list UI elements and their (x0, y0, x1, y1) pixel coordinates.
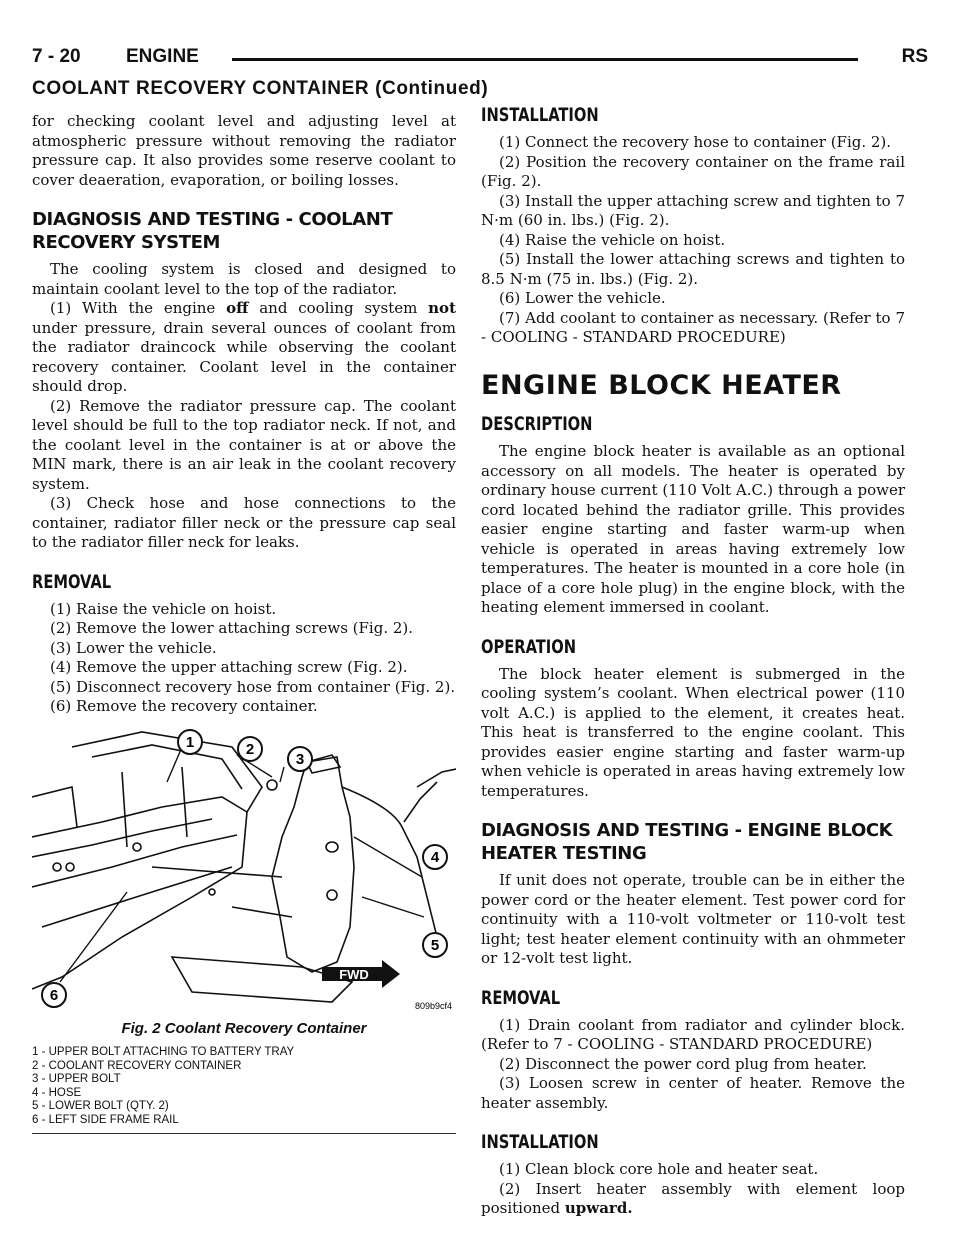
heater-removal-step: (1) Drain coolant from radiator and cylinder block. (Refer to 7 - COOLING - STANDARD PROCEDURE) (481, 1015, 905, 1053)
removal-step: (3) Lower the vehicle. (50, 638, 217, 657)
heater-install-step: (1) Clean block core hole and heater seat. (499, 1160, 819, 1178)
section-name: ENGINE (126, 46, 199, 67)
install-step: (3) Install the upper attaching screw and tighten to 7 N·m (60 in. lbs.) (Fig. 2). (481, 191, 905, 229)
legend-item: 1 - UPPER BOLT ATTACHING TO BATTERY TRAY (32, 1046, 295, 1058)
heater-installation-heading: INSTALLATION (481, 1131, 599, 1153)
install-step: (2) Position the recovery container on the frame rail (Fig. 2). (481, 152, 905, 190)
legend-item: 5 - LOWER BOLT (QTY. 2) (32, 1100, 169, 1112)
description-paragraph: The engine block heater is available as an optional accessory on all models. The heater is operated by ordinary house current (110 Volt A.C.) through a power cord located behind the radiator grille. This provides easier engine starting and faster warm-up when vehicle is operated in areas having extremely low temperatures. The heater is mounted in a core hole (in place of a core hole plug) in the engine block, with the heating element immersed in coolant. (481, 442, 905, 616)
operation-paragraph: The block heater element is submerged in the cooling system’s coolant. When electrical power (110 volt A.C.) is applied to the element, it creates heat. This heat is transferred to the engine coolant. This provides easier engine starting and faster warm-up when vehicle is operated in areas having extremely low temperatures. (481, 664, 905, 800)
removal-step: (2) Remove the lower attaching screws (Fig. 2). (50, 619, 414, 637)
callout-2: 2 (245, 740, 255, 758)
legend-item: 4 - HOSE (32, 1086, 82, 1099)
figure-legend (32, 1046, 456, 1127)
engine-block-heater-heading: ENGINE BLOCK HEATER (481, 369, 842, 401)
installation-heading: INSTALLATION (481, 104, 599, 126)
legend-item: 3 - UPPER BOLT (32, 1073, 121, 1085)
figure-rule (32, 1133, 456, 1134)
figure-coolant-recovery-container (32, 727, 456, 1017)
heater-removal-step: (3) Loosen screw in center of heater. Remove the heater assembly. (481, 1074, 905, 1112)
heater-removal-step: (2) Disconnect the power cord plug from heater. (499, 1054, 867, 1073)
diag-step-1: (1) With the engine off and cooling system not under pressure, drain several ounces of coolant from the radiator draincock while observing the coolant recovery container. Coolant level in the container should drop. (32, 299, 456, 395)
fwd-label: FWD (339, 966, 369, 982)
diag-step-2: (2) Remove the radiator pressure cap. The coolant level should be full to the top radiator neck. If not, and the coolant level in the container is at or above the MIN mark, there is an air leak in the coolant recovery system. (32, 396, 456, 493)
figure-code: 809b9cf4 (414, 1000, 452, 1011)
install-step: (6) Lower the vehicle. (499, 289, 666, 307)
install-step: (4) Raise the vehicle on hoist. (499, 230, 726, 249)
install-step: (7) Add coolant to container as necessary. (Refer to 7 - COOLING - STANDARD PROCEDURE) (481, 308, 905, 346)
intro-paragraph: for checking coolant level and adjusting level at atmospheric pressure without removing the radiator pressure cap. It also provides some reserve coolant to cover deaeration, evaporation, or boiling losses. (32, 112, 456, 189)
heater-removal-heading: REMOVAL (481, 986, 561, 1009)
callout-4: 4 (430, 848, 440, 866)
operation-heading: OPERATION (481, 635, 577, 658)
figure-illustration (32, 727, 456, 1017)
left-column (32, 112, 456, 1134)
continued-title: COOLANT RECOVERY CONTAINER (Continued) (32, 78, 489, 99)
diag-paragraph: The cooling system is closed and designed to maintain coolant level to the top of the radiator. (32, 260, 456, 298)
install-step: (1) Connect the recovery hose to container (Fig. 2). (499, 133, 892, 151)
diag-coolant-heading: DIAGNOSIS AND TESTING - COOLANT RECOVERY SYSTEM (32, 209, 393, 253)
description-heading: DESCRIPTION (481, 413, 593, 435)
legend-item: 2 - COOLANT RECOVERY CONTAINER (32, 1059, 242, 1072)
install-step: (5) Install the lower attaching screws and tighten to 8.5 N·m (75 in. lbs.) (Fig. 2). (481, 250, 905, 288)
model-code: RS (901, 46, 928, 67)
removal-step: (4) Remove the upper attaching screw (Fig. 2). (50, 658, 408, 676)
header-rule (232, 58, 858, 61)
removal-heading: REMOVAL (32, 570, 112, 593)
callout-1: 1 (185, 733, 195, 751)
removal-step: (1) Raise the vehicle on hoist. (50, 599, 277, 618)
legend-item: 6 - LEFT SIDE FRAME RAIL (32, 1113, 179, 1126)
callout-3: 3 (295, 750, 305, 768)
diag-heater-heading: DIAGNOSIS AND TESTING - ENGINE BLOCK HEATER TESTING (481, 820, 893, 864)
removal-step: (6) Remove the recovery container. (50, 697, 318, 715)
callout-5: 5 (430, 936, 440, 954)
diag-step-3: (3) Check hose and hose connections to the container, radiator filler neck or the pressure cap seal to the radiator filler neck for leaks. (32, 494, 456, 551)
diag-heater-paragraph: If unit does not operate, trouble can be in either the power cord or the heater element. Test power cord for continuity with a 110-volt voltmeter or 110-volt test light; test heater element continuity with an ohmmeter or 12-volt test light. (481, 871, 905, 967)
figure-caption: Fig. 2 Coolant Recovery Container (121, 1019, 367, 1037)
removal-step: (5) Disconnect recovery hose from container (Fig. 2). (50, 677, 456, 696)
right-column (481, 104, 905, 1219)
callout-6: 6 (49, 986, 59, 1004)
page-header (32, 40, 928, 72)
heater-install-step: (2) Insert heater assembly with element loop positioned upward. (481, 1179, 905, 1217)
page-number: 7 - 20 (32, 46, 81, 67)
